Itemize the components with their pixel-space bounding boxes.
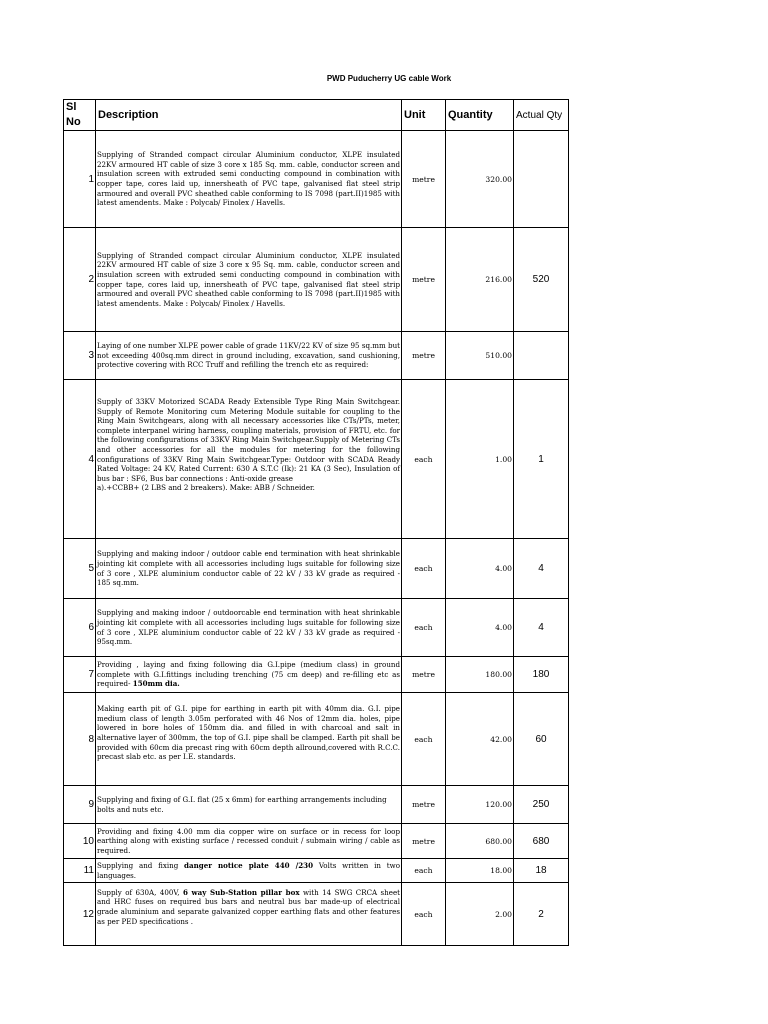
quantity-cell: 510.00 [446,332,514,380]
actual-qty-cell: 4 [514,599,569,657]
description-cell [96,786,402,824]
description-text: Supply of 33KV Motorized SCADA Ready Extensible Type Ring Main Switchgear. Supply of Remote Monitoring cum Metering Module suitable for coupling to the Ring Main Switchgears, along with all necessary accessories like CTs/PTs, meter, complete interpanel wiring harness, coupling materials, provision of FRTU, etc. for the following configurations of 33KV Ring Main Switchgear.Supply of Metering CTs and other accessories for all the modules for metering for the following configurations of 33KV Ring Main Switchgear.Type: Outdoor with SCADA Ready Rated Voltage: 24 KV, Rated Current: 630 A S.T.C (Ik): 21 KA (3 Sec), Insulation of bus bar : SF6, Bus bar connections : Anti-oxide grease [97,397,400,483]
unit-cell: each [402,883,446,946]
unit-cell: each [402,539,446,599]
actual-qty-cell: 4 [514,539,569,599]
description-cell: Supplying and making indoor / outdoor cable end termination with heat shrinkable jointing kit complete with all accessories including lugs suitable for following size of 3 core , XLPE aluminium conductor cable of 22 kV / 33 kV grade as required - 185 sq.mm. [96,539,402,599]
unit-cell: metre [402,228,446,332]
table-row [64,786,569,824]
description-text-continued: Volts written in two languages. [97,860,400,880]
sl-no-cell: 1 [64,131,96,228]
description-text-continued: a).+CCBB+ (2 LBS and 2 breakers). Make: ABB / Schneider. [97,483,315,493]
quantity-cell: 2.00 [446,883,514,946]
sl-no-cell: 4 [64,380,96,539]
unit-cell: each [402,859,446,883]
description-bold-text: 6 way Sub-Station pillar box [182,887,300,897]
column-header-actual-qty: Actual Qty [514,100,569,131]
sl-no-cell: 11 [64,859,96,883]
sl-no-cell: 3 [64,332,96,380]
table-row [64,539,569,599]
column-header-unit: Unit [402,100,446,131]
actual-qty-cell [514,332,569,380]
table-header-row [64,100,569,131]
actual-qty-cell: 180 [514,657,569,693]
description-text: Supply of 630A, 400V, [97,887,180,897]
description-cell: Supplying of Stranded compact circular Aluminium conductor, XLPE insulated 22KV armoured HT cable of size 3 core x 185 Sq. mm. cable, conductor screen and insulation screen with extruded semi conducting compound in combination with copper tape, cores laid up, innersheath of PVC tape, galvanised flat steel strip armoured and overall PVC sheathed cable conforming to IS 7098 (part.II)1985 with latest amendents. Make : Polycab/ Finolex / Havells. [96,131,402,228]
sl-no-cell: 10 [64,824,96,859]
quantity-cell: 1.00 [446,380,514,539]
unit-cell: metre [402,657,446,693]
sl-no-cell: 7 [64,657,96,693]
quantity-cell: 180.00 [446,657,514,693]
description-text: Providing , laying and fixing following dia G.I.pipe (medium class) in ground complete with G.I.fittings including trenching (75 cm deep) and re-filling etc as required- [97,660,400,689]
table-row [64,131,569,228]
actual-qty-cell: 520 [514,228,569,332]
description-bold-text: danger notice plate 440 /230 [184,860,314,870]
unit-cell: each [402,380,446,539]
quantity-cell: 680.00 [446,824,514,859]
unit-cell: metre [402,786,446,824]
unit-cell: metre [402,332,446,380]
actual-qty-cell: 60 [514,693,569,786]
description-cell: Supplying and making indoor / outdoorcable end termination with heat shrinkable jointing kit complete with all accessories including lugs suitable for following size of 3 core , XLPE aluminium conductor cable of 22 kV / 33 kV grade as required - 95sq.mm. [96,599,402,657]
description-text-continued: bolts and nuts etc. [97,804,164,814]
quantity-cell: 4.00 [446,539,514,599]
description-cell [96,883,402,946]
unit-cell: metre [402,131,446,228]
quantity-cell: 320.00 [446,131,514,228]
description-cell: Supplying of Stranded compact circular Aluminium conductor, XLPE insulated 22KV armoured HT cable of size 3 core x 95 Sq. mm. cable, conductor screen and insulation screen with extruded semi conducting compound in combination with copper tape, cores laid up, innersheath of PVC tape, galvanised flat steel strip armoured and overall PVC sheathed cable conforming to IS 7098 (part.II)1985 with latest amendents. Make : Polycab/ Finolex / Havells. [96,228,402,332]
unit-cell: metre [402,824,446,859]
sl-no-cell: 6 [64,599,96,657]
table-row [64,228,569,332]
description-text: Supplying and fixing of G.I. flat (25 x 6mm) for earthing arrangements including [97,794,387,804]
description-cell [96,693,402,786]
table-row [64,693,569,786]
description-cell: Laying of one number XLPE power cable of grade 11KV/22 KV of size 95 sq.mm but not exceeding 400sq.mm direct in ground including, excavation, sand cushioning, protective covering with RCC Truff and refilling the trench etc as required: [96,332,402,380]
quantity-cell: 4.00 [446,599,514,657]
description-text: Making earth pit of G.I. pipe for earthing in earth pit with 40mm dia. G.I. pipe medium class of length 3.05m perforated with 46 Nos of 12mm dia. holes, pipe lowered in bore holes of 150mm dia. and filled in with charcoal and salt in alternative layer of 300mm, the top of G.I. pipe shall be clamped. Earth pit shall be provided with 60cm dia precast ring with 60cm depth allround,covered with R.C.C. precast slab etc. as per I.E. standards. [97,704,400,762]
table-row [64,824,569,859]
sl-no-cell: 8 [64,693,96,786]
actual-qty-cell [514,131,569,228]
page-title: PWD Puducherry UG cable Work [326,74,452,83]
bill-of-quantities-table [63,99,569,946]
column-header-description: Description [96,100,402,131]
actual-qty-cell: 680 [514,824,569,859]
table-row [64,380,569,539]
description-cell [96,380,402,539]
table-row [64,599,569,657]
description-cell [96,657,402,693]
sl-no-cell: 2 [64,228,96,332]
table-row [64,859,569,883]
table-row [64,657,569,693]
description-text: Supplying and fixing [97,860,179,870]
unit-cell: each [402,599,446,657]
table-row [64,332,569,380]
column-header-sl-no: Sl No [64,100,96,131]
description-cell [96,859,402,883]
actual-qty-cell: 2 [514,883,569,946]
actual-qty-cell: 18 [514,859,569,883]
quantity-cell: 42.00 [446,693,514,786]
sl-no-cell: 12 [64,883,96,946]
actual-qty-cell: 250 [514,786,569,824]
description-text-continued: with 14 SWG CRCA sheet and HRC fuses on required bus bars and neutral bus bar made-up of electrical grade aluminium and separate galvanized copper earthing flats and other features as per PED specifications . [97,887,400,926]
sl-no-cell: 9 [64,786,96,824]
column-header-quantity: Quantity [446,100,514,131]
actual-qty-cell: 1 [514,380,569,539]
unit-cell: each [402,693,446,786]
sl-no-cell: 5 [64,539,96,599]
quantity-cell: 120.00 [446,786,514,824]
quantity-cell: 216.00 [446,228,514,332]
description-bold-text: 150mm dia. [132,679,180,689]
table-row [64,883,569,946]
quantity-cell: 18.00 [446,859,514,883]
description-cell: Providing and fixing 4.00 mm dia copper wire on surface or in recess for loop earthing along with existing surface / recessed conduit / submain wiring / cable as required. [96,824,402,859]
